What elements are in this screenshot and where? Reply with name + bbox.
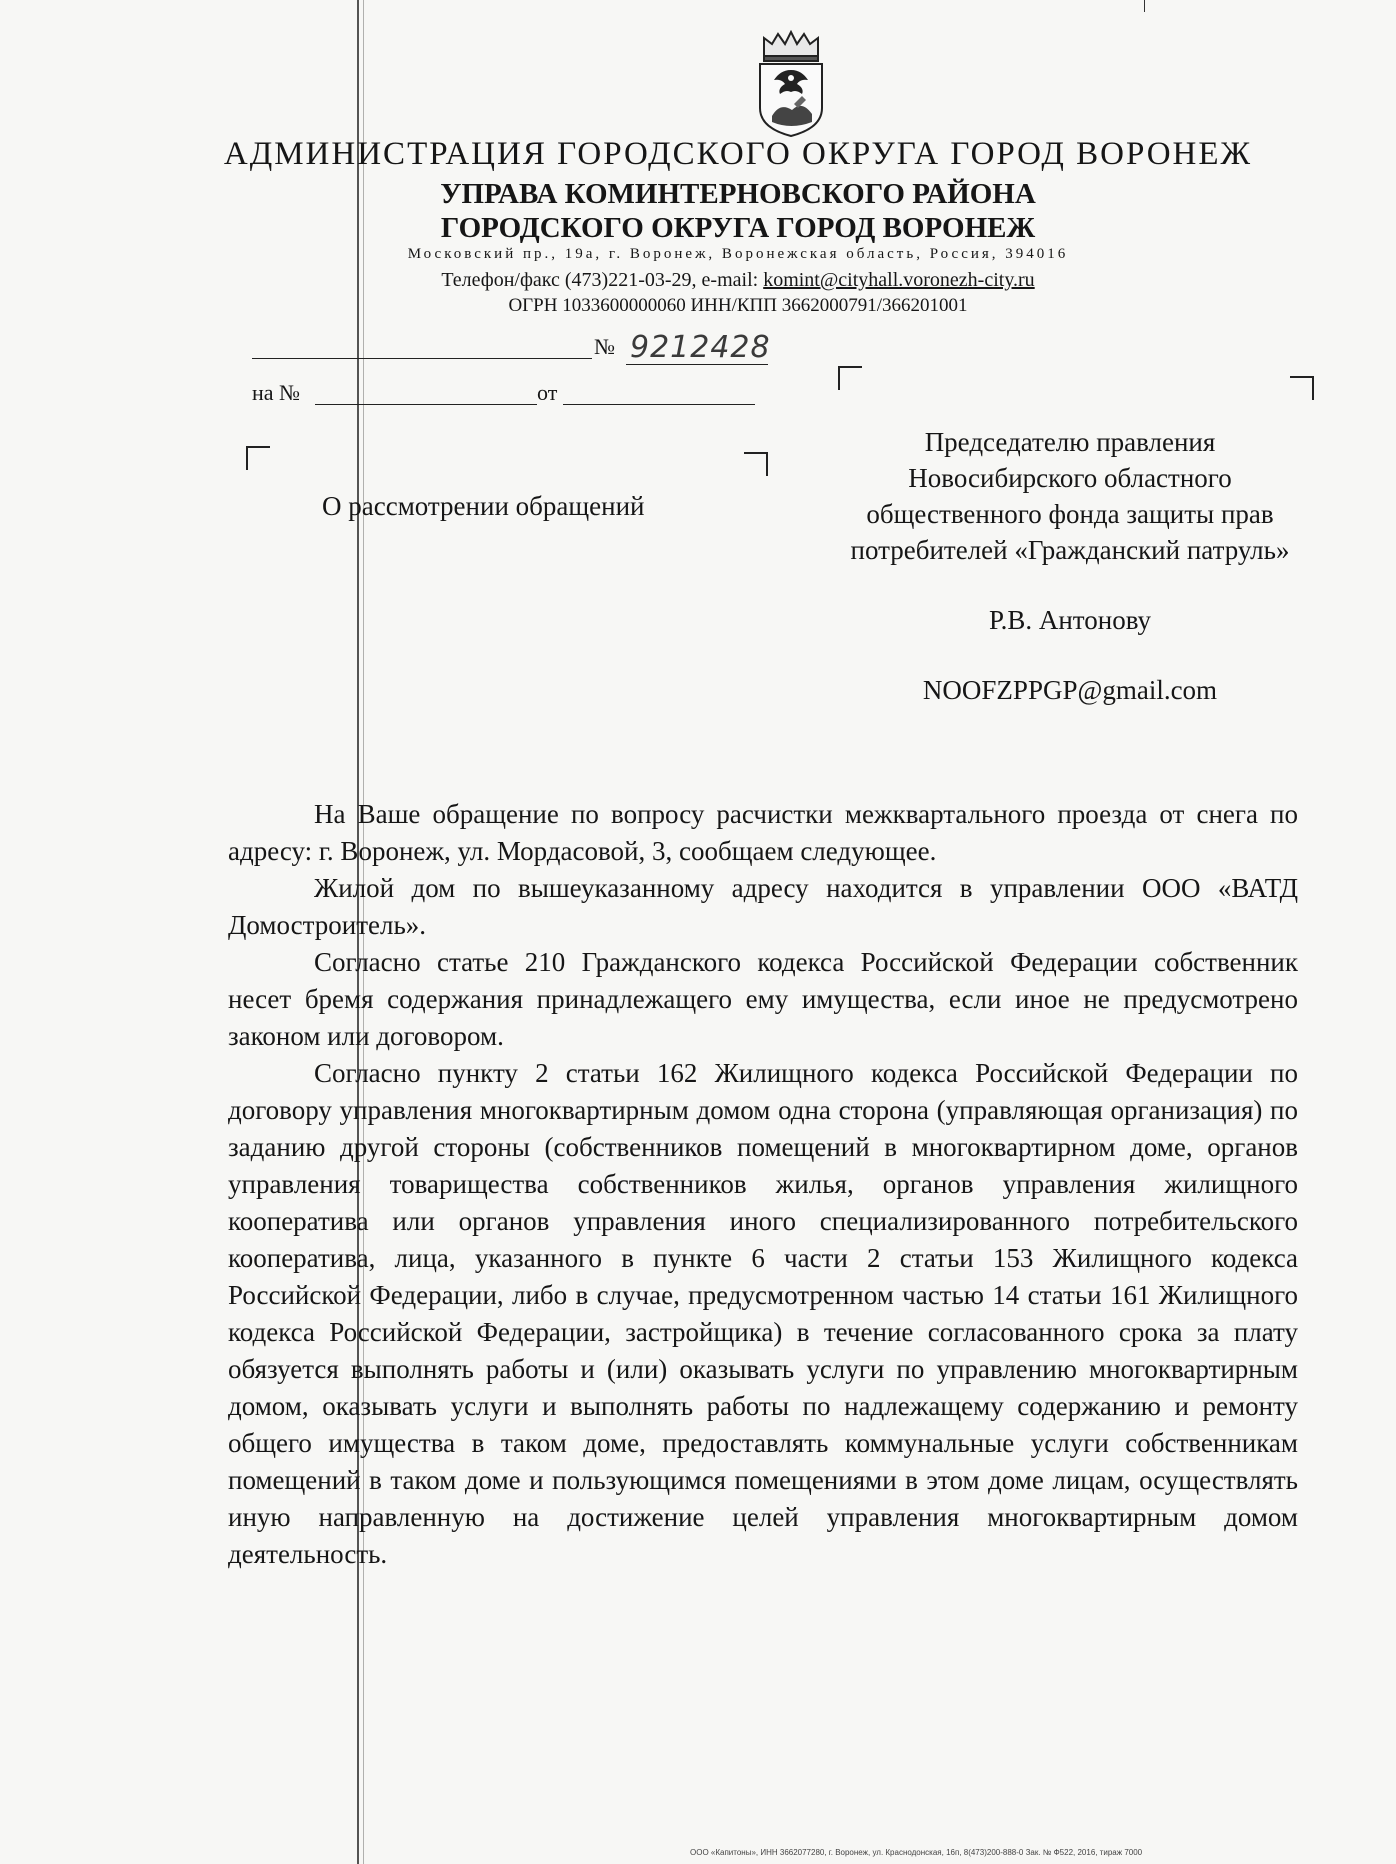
outgoing-number-handwritten: 9212428 [630, 330, 771, 365]
outgoing-number-label: № [594, 334, 615, 359]
contact-line [40, 269, 1396, 292]
body-paragraph-3: Согласно статье 210 Гражданского кодекса Российской Федерации собственник несет бремя содержания принадлежащего ему имущества, если иное не предусмотрено законом или договором. [228, 947, 1298, 1051]
number-underline [626, 364, 768, 365]
addressee-name: Р.В. Антонову [988, 605, 1152, 635]
postal-address: Московский пр., 19а, г. Воронеж, Воронежская область, Россия, 394016 [407, 246, 1069, 262]
body-paragraph-4: Согласно пункту 2 статьи 162 Жилищного кодекса Российской Федерации по договору управления многоквартирным домом одна сторона (управляющая организация) по заданию другой стороны (собственников помещений в многоквартирном доме, органов управления товарищества собственников жилья, органов управления жилищного кооператива или органов управления иного специализированного потребительского кооператива, лица, указанного в пункте 6 части 2 статьи 153 Жилищного кодекса Российской Федерации, либо в случае, предусмотренном частью 14 статьи 161 Жилищного кодекса Российской Федерации, застройщика) в течение согласованного срока за плату обязуется выполнять работы и (или) оказывать услуги по управлению многоквартирным домом, оказывать услуги и выполнять работы по надлежащему содержанию и ремонту общего имущества в таком доме, предоставлять коммунальные услуги собственникам помещений в таком доме и пользующимся помещениями в этом доме лицам, осуществлять иную направленную на достижение целей управления многоквартирным домом деятельность. [228, 1058, 1298, 1569]
letter-body [228, 796, 1298, 1573]
voronezh-coat-of-arms-icon [750, 30, 832, 138]
administration-title: АДМИНИСТРАЦИЯ ГОРОДСКОГО ОКРУГА ГОРОД ВОРОНЕЖ [223, 136, 1253, 172]
date-underline [252, 358, 592, 359]
subject-corner-mark-left [246, 446, 270, 470]
addressee-line-4: потребителей «Гражданский патруль» [850, 535, 1290, 565]
from-label: от [537, 380, 558, 405]
addressee-line-1: Председателю правления [924, 427, 1216, 457]
uprava-title: УПРАВА КОМИНТЕРНОВСКОГО РАЙОНА [440, 178, 1036, 210]
phone-fax: Телефон/факс (473)221-03-29, e-mail: [441, 269, 764, 291]
reply-to-label: на № [252, 380, 301, 405]
letter-subject: О рассмотрении обращений [322, 491, 645, 521]
ogrn-inn-kpp: ОГРН 1033600000060 ИНН/КПП 3662000791/366201001 [508, 295, 968, 316]
reply-number-underline [315, 404, 537, 405]
email-link[interactable]: komint@cityhall.voronezh-city.ru [763, 269, 1035, 291]
scan-edge-mark [1144, 0, 1145, 12]
addressee-block [790, 424, 1350, 708]
body-paragraph-1: На Ваше обращение по вопросу расчистки межквартального проезда от снега по адресу: г. Воронеж, ул. Мордасовой, 3, сообщаем следующее. [228, 799, 1298, 866]
okrug-title: ГОРОДСКОГО ОКРУГА ГОРОД ВОРОНЕЖ [440, 212, 1036, 244]
subject-corner-mark-right [744, 452, 768, 476]
addressee-email: NOOFZPPGP@gmail.com [922, 675, 1218, 705]
addressee-line-2: Новосибирского областного [908, 463, 1232, 493]
from-date-underline [563, 404, 755, 405]
body-paragraph-2: Жилой дом по вышеуказанному адресу находится в управлении ООО «ВАТД Домостроитель». [228, 873, 1298, 940]
addressee-line-3: общественного фонда защиты прав [866, 499, 1274, 529]
addressee-corner-mark-left [838, 366, 862, 390]
printer-imprint: ООО «Капитоны», ИНН 3662077280, г. Воронеж, ул. Краснодонская, 16п, 8(473)200-888-0 Зак. № Ф522, 2016, тираж 7000 [690, 1848, 1143, 1857]
addressee-corner-mark-right [1290, 376, 1314, 400]
